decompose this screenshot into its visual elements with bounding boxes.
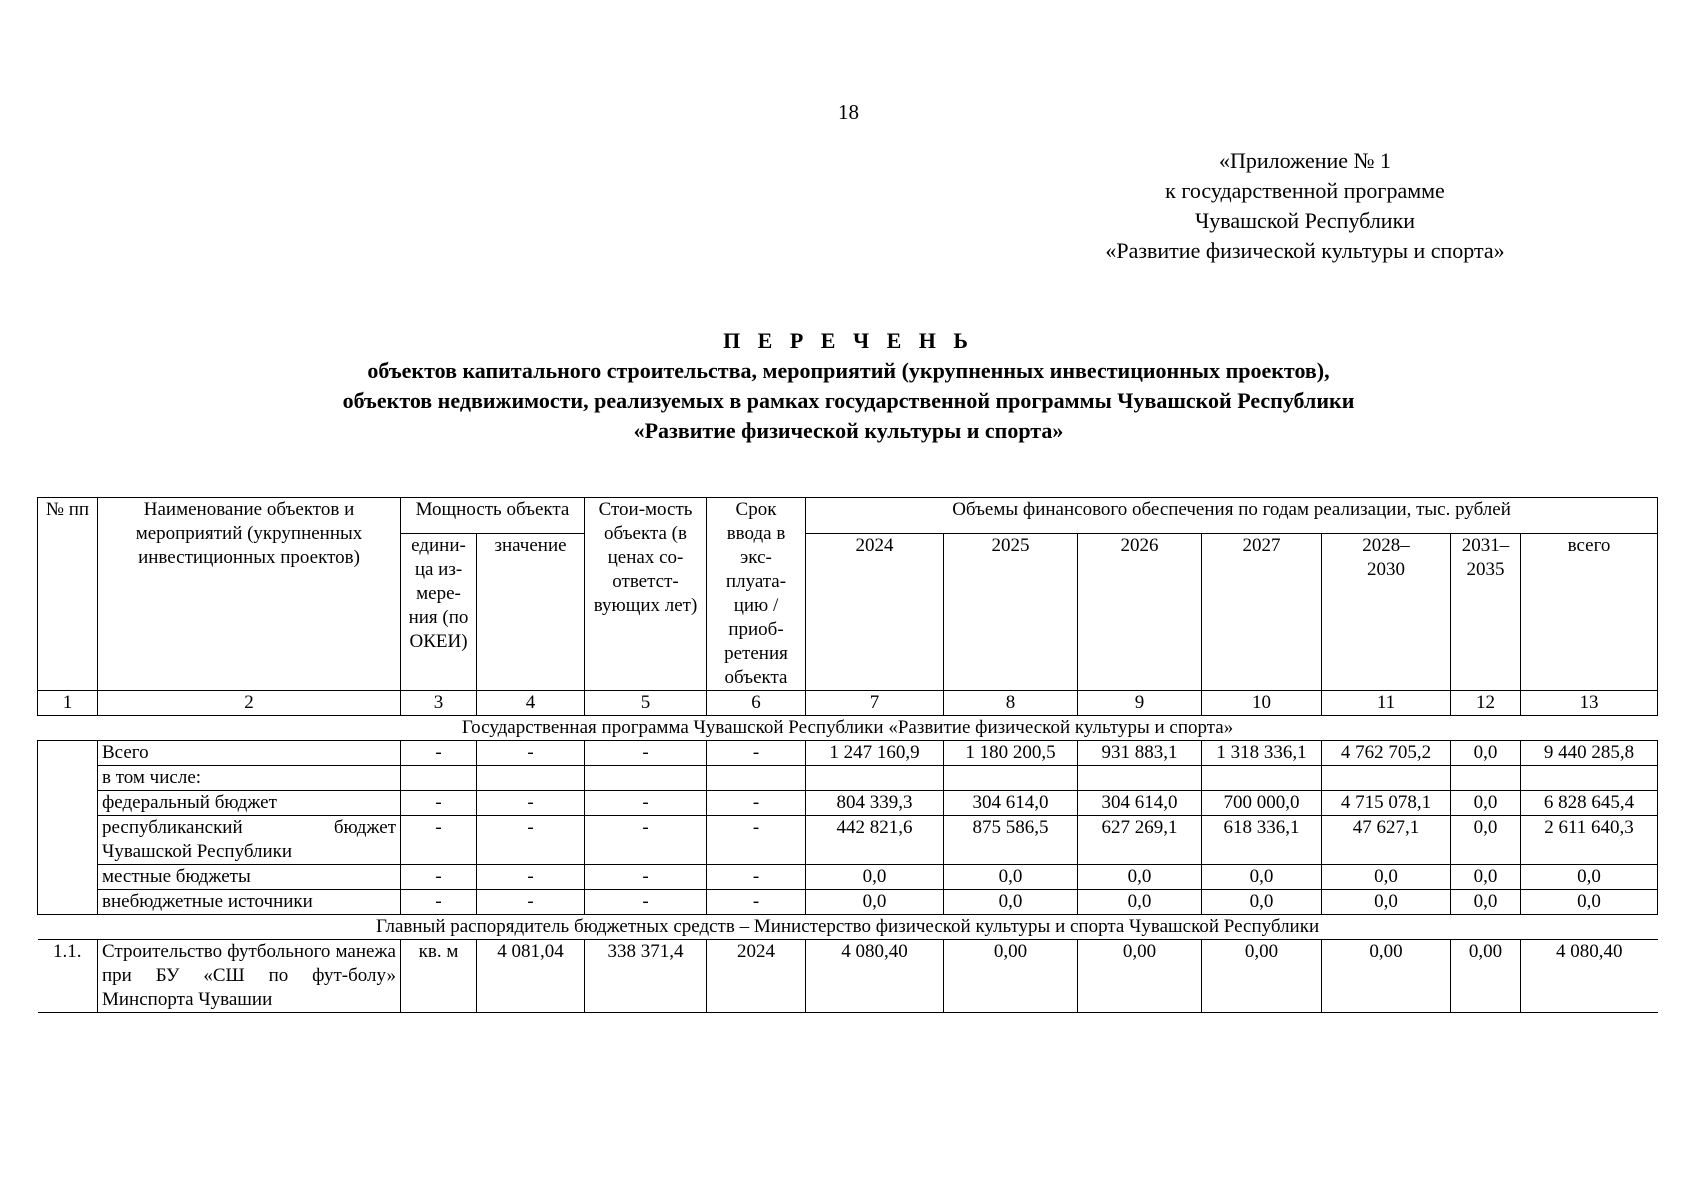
header-2026: 2026 xyxy=(1078,534,1202,691)
cell-2025: 0,0 xyxy=(944,865,1078,890)
row-name: федеральный бюджет xyxy=(98,791,401,816)
item-term: 2024 xyxy=(707,940,806,1013)
item-unit: кв. м xyxy=(401,940,477,1013)
cell-empty xyxy=(707,766,806,791)
item-2024: 4 080,40 xyxy=(806,940,944,1013)
column-number: 9 xyxy=(1078,691,1202,716)
item-2031-2035: 0,00 xyxy=(1451,940,1521,1013)
cell-term: - xyxy=(707,791,806,816)
cell-2025: 304 614,0 xyxy=(944,791,1078,816)
item-2027: 0,00 xyxy=(1202,940,1322,1013)
section-row-ministry xyxy=(38,915,1658,940)
column-number: 3 xyxy=(401,691,477,716)
header-2027: 2027 xyxy=(1202,534,1322,691)
title-line-1: объектов капитального строительства, мероприятий (укрупненных инвестиционных проектов), xyxy=(367,358,1330,383)
cell-2024: 1 247 160,9 xyxy=(806,741,944,766)
header-name: Наименование объектов и мероприятий (укрупненных инвестиционных проектов) xyxy=(98,498,401,691)
cell-2026: 931 883,1 xyxy=(1078,741,1202,766)
cell-cost: - xyxy=(585,890,707,915)
table-row-federal xyxy=(38,791,1658,816)
column-number: 1 xyxy=(38,691,98,716)
cell-total: 0,0 xyxy=(1521,865,1658,890)
cell-2024: 0,0 xyxy=(806,890,944,915)
cell-empty xyxy=(585,766,707,791)
item-num: 1.1. xyxy=(38,940,98,1013)
table-header-row-1 xyxy=(38,498,1658,534)
cell-cost: - xyxy=(585,816,707,865)
column-number: 5 xyxy=(585,691,707,716)
cell-cost: - xyxy=(585,791,707,816)
cell-empty xyxy=(1078,766,1202,791)
cell-2027: 0,0 xyxy=(1202,865,1322,890)
page-number: 18 xyxy=(838,100,859,124)
column-number: 4 xyxy=(477,691,585,716)
objects-table xyxy=(37,497,1658,1013)
cell-2028-2030: 47 627,1 xyxy=(1322,816,1451,865)
header-finance: Объемы финансового обеспечения по годам реализации, тыс. рублей xyxy=(806,498,1658,534)
row-num-empty xyxy=(38,890,98,915)
title-main: П Е Р Е Ч Е Н Ь xyxy=(723,328,974,353)
row-num-empty xyxy=(38,741,98,766)
appendix-line-1: «Приложение № 1 xyxy=(1218,148,1392,173)
column-numbers-row xyxy=(38,691,1658,716)
cell-2026: 627 269,1 xyxy=(1078,816,1202,865)
cell-2028-2030: 0,0 xyxy=(1322,865,1451,890)
header-cost: Стои-мость объекта (в ценах со-ответст-вующих лет) xyxy=(585,498,707,691)
row-name: внебюджетные источники xyxy=(98,890,401,915)
cell-2027: 618 336,1 xyxy=(1202,816,1322,865)
cell-total: 0,0 xyxy=(1521,890,1658,915)
row-name: местные бюджеты xyxy=(98,865,401,890)
item-2026: 0,00 xyxy=(1078,940,1202,1013)
item-value: 4 081,04 xyxy=(477,940,585,1013)
cell-unit: - xyxy=(401,741,477,766)
header-2028-2030: 2028–2030 xyxy=(1322,534,1451,691)
cell-2031-2035: 0,0 xyxy=(1451,791,1521,816)
cell-unit: - xyxy=(401,865,477,890)
table-row-republican xyxy=(38,816,1658,865)
cell-2025: 875 586,5 xyxy=(944,816,1078,865)
section-row-program xyxy=(38,716,1658,741)
cell-empty xyxy=(944,766,1078,791)
cell-total: 9 440 285,8 xyxy=(1521,741,1658,766)
appendix-line-4: «Развитие физической культуры и спорта» xyxy=(1105,238,1505,263)
table-row-local xyxy=(38,865,1658,890)
item-2025: 0,00 xyxy=(944,940,1078,1013)
item-cost: 338 371,4 xyxy=(585,940,707,1013)
column-number: 6 xyxy=(707,691,806,716)
item-2028-2030: 0,00 xyxy=(1322,940,1451,1013)
row-name: республиканский бюджет Чувашской Республики xyxy=(98,816,401,865)
cell-2027: 1 318 336,1 xyxy=(1202,741,1322,766)
cell-2024: 0,0 xyxy=(806,865,944,890)
cell-2028-2030: 4 762 705,2 xyxy=(1322,741,1451,766)
cell-2026: 0,0 xyxy=(1078,890,1202,915)
cell-2031-2035: 0,0 xyxy=(1451,741,1521,766)
column-number: 8 xyxy=(944,691,1078,716)
cell-empty xyxy=(1322,766,1451,791)
cell-term: - xyxy=(707,865,806,890)
header-capacity: Мощность объекта xyxy=(401,498,585,534)
header-2024: 2024 xyxy=(806,534,944,691)
appendix-line-2: к государственной программе xyxy=(1165,178,1445,203)
cell-value: - xyxy=(477,865,585,890)
cell-2026: 0,0 xyxy=(1078,865,1202,890)
section-title-program: Государственная программа Чувашской Республики «Развитие физической культуры и спорта» xyxy=(38,716,1658,741)
cell-total: 2 611 640,3 xyxy=(1521,816,1658,865)
appendix-line-3: Чувашской Республики xyxy=(1194,208,1416,233)
header-total: всего xyxy=(1521,534,1658,691)
table-row-total xyxy=(38,741,1658,766)
header-unit: едини-ца из-мере-ния (по ОКЕИ) xyxy=(401,534,477,691)
title-line-2: объектов недвижимости, реализуемых в рамках государственной программы Чувашской Республики xyxy=(342,388,1355,413)
cell-empty xyxy=(1202,766,1322,791)
cell-term: - xyxy=(707,816,806,865)
cell-value: - xyxy=(477,890,585,915)
column-number: 11 xyxy=(1322,691,1451,716)
row-name: в том числе: xyxy=(98,766,401,791)
title-line-3: «Развитие физической культуры и спорта» xyxy=(633,418,1064,443)
cell-2031-2035: 0,0 xyxy=(1451,890,1521,915)
table-row-including xyxy=(38,766,1658,791)
document-title xyxy=(0,326,1697,446)
cell-2025: 0,0 xyxy=(944,890,1078,915)
cell-cost: - xyxy=(585,741,707,766)
table-row-item xyxy=(38,940,1658,1013)
row-num-empty xyxy=(38,865,98,890)
cell-value: - xyxy=(477,816,585,865)
cell-2028-2030: 0,0 xyxy=(1322,890,1451,915)
cell-2025: 1 180 200,5 xyxy=(944,741,1078,766)
cell-value: - xyxy=(477,791,585,816)
cell-empty xyxy=(477,766,585,791)
header-value: значение xyxy=(477,534,585,691)
cell-unit: - xyxy=(401,791,477,816)
cell-term: - xyxy=(707,890,806,915)
cell-empty xyxy=(806,766,944,791)
cell-unit: - xyxy=(401,890,477,915)
header-term: Срок ввода в экс-плуата-цию / приоб-ретения объекта xyxy=(707,498,806,691)
cell-2031-2035: 0,0 xyxy=(1451,816,1521,865)
item-name: Строительство футбольного манежа при БУ «СШ по фут-болу» Минспорта Чувашии xyxy=(98,940,401,1013)
column-number: 13 xyxy=(1521,691,1658,716)
header-2031-2035: 2031–2035 xyxy=(1451,534,1521,691)
column-number: 12 xyxy=(1451,691,1521,716)
cell-2028-2030: 4 715 078,1 xyxy=(1322,791,1451,816)
row-name: Всего xyxy=(98,741,401,766)
header-2025: 2025 xyxy=(944,534,1078,691)
cell-total: 6 828 645,4 xyxy=(1521,791,1658,816)
cell-unit: - xyxy=(401,816,477,865)
cell-2027: 0,0 xyxy=(1202,890,1322,915)
cell-empty xyxy=(1521,766,1658,791)
cell-2027: 700 000,0 xyxy=(1202,791,1322,816)
row-num-empty xyxy=(38,816,98,865)
cell-2024: 804 339,3 xyxy=(806,791,944,816)
appendix-note xyxy=(1070,146,1540,266)
column-number: 10 xyxy=(1202,691,1322,716)
cell-empty xyxy=(1451,766,1521,791)
cell-2026: 304 614,0 xyxy=(1078,791,1202,816)
cell-2031-2035: 0,0 xyxy=(1451,865,1521,890)
cell-2024: 442 821,6 xyxy=(806,816,944,865)
header-num: № пп xyxy=(38,498,98,691)
cell-empty xyxy=(401,766,477,791)
row-num-empty xyxy=(38,791,98,816)
row-num-empty xyxy=(38,766,98,791)
column-number: 2 xyxy=(98,691,401,716)
item-total: 4 080,40 xyxy=(1521,940,1658,1013)
cell-term: - xyxy=(707,741,806,766)
cell-value: - xyxy=(477,741,585,766)
section-title-ministry: Главный распорядитель бюджетных средств – Министерство физической культуры и спорта Чувашской Республики xyxy=(38,915,1658,940)
table-row-extrabudget xyxy=(38,890,1658,915)
column-number: 7 xyxy=(806,691,944,716)
cell-cost: - xyxy=(585,865,707,890)
